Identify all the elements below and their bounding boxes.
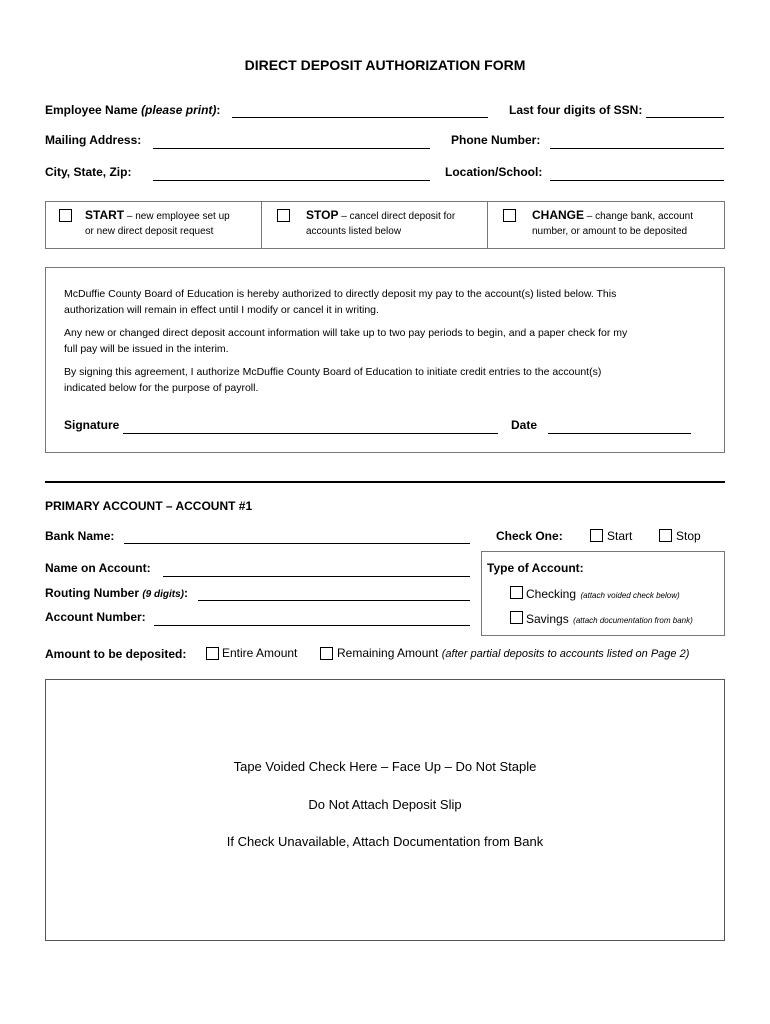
stop-account-checkbox[interactable]	[659, 529, 672, 542]
change-option-text: CHANGE – change bank, account number, or amount to be deposited	[532, 208, 693, 237]
account-number-field[interactable]	[154, 625, 470, 626]
phone-label: Phone Number:	[451, 133, 541, 147]
employee-name-label: Employee Name (please print):	[45, 103, 221, 117]
check-one-label: Check One:	[496, 529, 563, 543]
stop-checkbox[interactable]	[277, 209, 290, 222]
name-on-account-field[interactable]	[163, 576, 470, 577]
start-account-label: Start	[607, 529, 633, 543]
date-label: Date	[511, 418, 538, 432]
start-account-checkbox[interactable]	[590, 529, 603, 542]
location-field[interactable]	[550, 180, 724, 181]
start-option-text: START – new employee set up or new direct deposit request	[85, 208, 230, 237]
city-state-zip-field[interactable]	[153, 180, 430, 181]
stop-option-text: STOP – cancel direct deposit for accounts listed below	[306, 208, 456, 237]
mailing-address-label: Mailing Address:	[45, 133, 142, 147]
authorization-paragraph-3: By signing this agreement, I authorize McDuffie County Board of Education to initiate credit entries to the account(s) indicated below for the purpose of payroll.	[64, 366, 602, 394]
bank-name-field[interactable]	[124, 543, 470, 544]
check-instruction-2: Do Not Attach Deposit Slip	[308, 797, 462, 812]
section-divider	[45, 481, 725, 483]
phone-field[interactable]	[550, 148, 724, 149]
remaining-amount-option: Remaining Amount (after partial deposits to accounts listed on Page 2)	[337, 646, 690, 660]
employee-name-field[interactable]	[232, 117, 488, 118]
type-of-account-label: Type of Account:	[487, 561, 584, 575]
checking-option: Checking (attach voided check below)	[526, 587, 680, 601]
savings-option: Savings (attach documentation from bank)	[526, 612, 693, 626]
mailing-address-field[interactable]	[153, 148, 430, 149]
date-field[interactable]	[548, 433, 691, 434]
check-instruction-1: Tape Voided Check Here – Face Up – Do Not Staple	[233, 759, 537, 774]
amount-deposited-label: Amount to be deposited:	[45, 647, 187, 661]
ssn-field[interactable]	[646, 117, 724, 118]
primary-account-heading: PRIMARY ACCOUNT – ACCOUNT #1	[45, 499, 253, 513]
authorization-paragraph-1: McDuffie County Board of Education is hereby authorized to directly deposit my pay to the account(s) listed below. This authorization will remain in effect until I modify or cancel it in writing.	[64, 288, 617, 316]
entire-amount-checkbox[interactable]	[206, 647, 219, 660]
name-on-account-label: Name on Account:	[45, 561, 151, 575]
account-number-label: Account Number:	[45, 610, 146, 624]
signature-label: Signature	[64, 418, 120, 432]
routing-number-label: Routing Number (9 digits):	[45, 586, 189, 600]
change-checkbox[interactable]	[503, 209, 516, 222]
ssn-label: Last four digits of SSN:	[509, 103, 643, 117]
savings-checkbox[interactable]	[510, 611, 523, 624]
bank-name-label: Bank Name:	[45, 529, 115, 543]
authorization-paragraph-2: Any new or changed direct deposit account information will take up to two pay periods to begin, and a paper check for my full pay will be issued in the interim.	[64, 327, 628, 355]
check-instruction-3: If Check Unavailable, Attach Documentation from Bank	[226, 834, 544, 849]
stop-account-label: Stop	[676, 529, 701, 543]
start-checkbox[interactable]	[59, 209, 72, 222]
location-label: Location/School:	[445, 165, 543, 179]
form-title: DIRECT DEPOSIT AUTHORIZATION FORM	[244, 57, 526, 73]
city-state-zip-label: City, State, Zip:	[45, 165, 132, 179]
authorization-text	[64, 286, 714, 403]
signature-field[interactable]	[123, 433, 498, 434]
checking-checkbox[interactable]	[510, 586, 523, 599]
entire-amount-label: Entire Amount	[222, 646, 298, 660]
routing-number-field[interactable]	[198, 600, 470, 601]
remaining-amount-checkbox[interactable]	[320, 647, 333, 660]
